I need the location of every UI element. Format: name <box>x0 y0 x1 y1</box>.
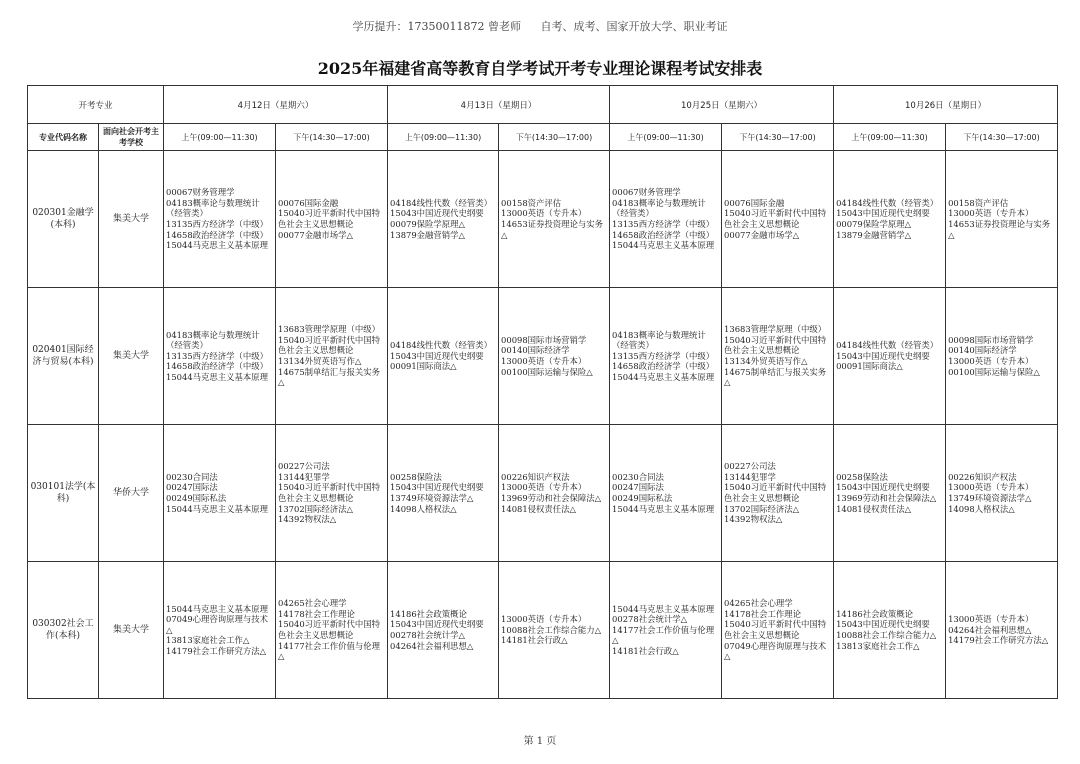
course-entry: 15043中国近现代史纲要 <box>836 482 930 493</box>
course-entry: 14658政治经济学（中级） <box>166 229 269 240</box>
course-entry: 00079保险学原理△ <box>390 219 465 229</box>
exam-slot-cell <box>164 288 276 425</box>
exam-slot-cell <box>834 151 946 288</box>
school-cell: 集美大学 <box>99 151 164 288</box>
page-title: 2025年福建省高等教育自学考试开考专业理论课程考试安排表 <box>317 59 763 78</box>
school-header: 面向社会开考主考学校 <box>99 124 164 151</box>
course-entry: 13879金融营销学△ <box>836 229 912 240</box>
major-cell: 020401国际经济与贸易(本科) <box>28 288 99 425</box>
course-entry: 00077金融市场学△ <box>724 229 800 240</box>
exam-slot-cell <box>164 425 276 562</box>
am-header: 上午(09:00—11:30) <box>164 124 276 151</box>
course-entry: 13135西方经济学（中级） <box>612 350 715 361</box>
exam-slot-cell <box>388 151 499 288</box>
exam-slot-cell <box>276 288 388 425</box>
course-entry: 04183概率论与数理统计（经管类） <box>612 329 706 351</box>
course-entry: 04184线性代数（经管类） <box>390 197 493 208</box>
course-entry: 14098人格权法△ <box>390 503 457 514</box>
course-entry: 14658政治经济学（中级） <box>612 361 715 372</box>
course-entry: 15043中国近现代史纲要 <box>390 619 484 630</box>
major-cell: 030101法学(本科) <box>28 425 99 562</box>
course-entry: 13000英语（专升本） <box>501 614 587 625</box>
exam-slot-cell <box>610 288 722 425</box>
course-entry: 14186社会政策概论 <box>836 608 913 619</box>
course-entry: 15043中国近现代史纲要 <box>390 350 484 361</box>
course-entry: 15043中国近现代史纲要 <box>836 619 930 630</box>
date-header-3: 10月25日（星期六） <box>610 86 834 124</box>
course-entry: 00278社会统计学△ <box>612 614 688 625</box>
course-entry: 15040习近平新时代中国特色社会主义思想概论 <box>278 482 381 503</box>
course-entry: 04184线性代数（经管类） <box>836 340 939 351</box>
course-entry: 04264社会福利思想△ <box>948 624 1032 635</box>
course-entry: 15043中国近现代史纲要 <box>390 208 484 219</box>
course-entry: 13702国际经济法△ <box>278 503 353 514</box>
exam-slot-cell <box>834 562 946 699</box>
date-header-1: 4月12日（星期六） <box>164 86 388 124</box>
course-entry: 15044马克思主义基本原理 <box>166 603 269 614</box>
exam-slot-cell <box>164 562 276 699</box>
course-entry: 04184线性代数（经管类） <box>390 340 493 351</box>
pm-header: 下午(14:30—17:00) <box>499 124 610 151</box>
course-entry: 14186社会政策概论 <box>390 608 467 619</box>
exam-slot-cell <box>946 425 1058 562</box>
course-entry: 15043中国近现代史纲要 <box>836 350 930 361</box>
exam-slot-cell <box>276 151 388 288</box>
course-entry: 00158资产评估 <box>948 197 1009 208</box>
exam-slot-cell <box>946 562 1058 699</box>
course-entry: 13134外贸英语写作△ <box>278 356 362 366</box>
pm-header: 下午(14:30—17:00) <box>946 124 1058 151</box>
course-entry: 10088社会工作综合能力△ <box>501 624 602 635</box>
course-entry: 15040习近平新时代中国特色社会主义思想概论 <box>724 619 827 640</box>
course-entry: 15040习近平新时代中国特色社会主义思想概论 <box>724 208 827 229</box>
exam-slot-cell <box>276 562 388 699</box>
course-entry: 00258保险法 <box>390 471 442 482</box>
course-entry: 10088社会工作综合能力△ <box>836 630 937 640</box>
course-entry: 13813家庭社会工作△ <box>836 640 920 651</box>
course-entry: 00158资产评估 <box>501 197 562 208</box>
major-cell: 030302社会工作(本科) <box>28 562 99 699</box>
course-entry: 00100国际运输与保险△ <box>501 366 593 377</box>
course-entry: 04265社会心理学 <box>278 598 347 609</box>
header-note <box>0 18 1080 34</box>
exam-slot-cell <box>499 288 610 425</box>
table-row <box>28 425 1058 562</box>
course-entry: 13683管理学原理（中级） <box>724 324 827 335</box>
course-entry: 00258保险法 <box>836 471 888 482</box>
course-entry: 14653证券投资理论与实务△ <box>501 219 604 240</box>
table-row <box>28 288 1058 425</box>
course-entry: 14392物权法△ <box>724 514 783 525</box>
school-cell: 华侨大学 <box>99 425 164 562</box>
course-entry: 15043中国近现代史纲要 <box>836 208 930 219</box>
exam-slot-cell <box>388 288 499 425</box>
course-entry: 14653证券投资理论与实务△ <box>948 219 1051 240</box>
table-row <box>28 562 1058 699</box>
course-entry: 04264社会福利思想△ <box>390 640 474 651</box>
course-entry: 13135西方经济学（中级） <box>166 350 269 361</box>
course-entry: 13000英语（专升本） <box>948 614 1034 625</box>
course-entry: 00226知识产权法 <box>948 471 1017 482</box>
course-entry: 15044马克思主义基本原理 <box>166 371 269 382</box>
course-entry: 14658政治经济学（中级） <box>612 229 715 240</box>
header-contact: 学历提升：17350011872 曾老师 <box>352 20 521 33</box>
course-entry: 04183概率论与数理统计（经管类） <box>166 197 260 219</box>
course-entry: 04183概率论与数理统计（经管类） <box>612 197 706 219</box>
school-cell: 集美大学 <box>99 288 164 425</box>
course-entry: 00091国际商法△ <box>390 361 457 372</box>
course-entry: 00247国际法 <box>166 482 218 493</box>
course-entry: 13702国际经济法△ <box>724 503 800 514</box>
course-entry: 13683管理学原理（中级） <box>278 324 381 335</box>
exam-slot-cell <box>499 151 610 288</box>
header-services: 自考、成考、国家开放大学、职业考证 <box>540 20 728 33</box>
course-entry: 13135西方经济学（中级） <box>612 219 715 229</box>
course-entry: 15040习近平新时代中国特色社会主义思想概论 <box>278 334 381 356</box>
course-entry: 00249国际私法 <box>166 493 227 503</box>
course-entry: 14181社会行政△ <box>612 645 679 656</box>
course-entry: 13749环境资源法学△ <box>390 493 474 503</box>
course-entry: 14177社会工作价值与伦理△ <box>612 624 715 646</box>
course-entry: 00079保险学原理△ <box>836 219 912 229</box>
course-entry: 15044马克思主义基本原理 <box>612 603 715 614</box>
course-entry: 13000英语（专升本） <box>948 356 1034 366</box>
course-entry: 00278社会统计学△ <box>390 630 465 640</box>
major-group-header: 开考专业 <box>28 86 164 124</box>
course-entry: 14177社会工作价值与伦理△ <box>278 640 381 662</box>
header-row-dates <box>28 86 1058 124</box>
course-entry: 13000英语（专升本） <box>948 482 1034 493</box>
page-number: 第 1 页 <box>523 736 557 747</box>
course-entry: 15040习近平新时代中国特色社会主义思想概论 <box>724 334 827 356</box>
course-entry: 15044马克思主义基本原理 <box>612 503 715 514</box>
course-entry: 14081侵权责任法△ <box>836 503 912 514</box>
major-code-header: 专业代码名称 <box>28 124 99 151</box>
am-header: 上午(09:00—11:30) <box>834 124 946 151</box>
course-entry: 00227公司法 <box>278 461 330 472</box>
course-entry: 00098国际市场营销学 <box>501 334 587 345</box>
course-entry: 15044马克思主义基本原理 <box>166 240 269 251</box>
exam-slot-cell <box>722 288 834 425</box>
course-entry: 00100国际运输与保险△ <box>948 366 1040 377</box>
course-entry: 14181社会行政△ <box>501 635 568 646</box>
course-entry: 15044马克思主义基本原理 <box>166 503 269 514</box>
course-entry: 00076国际金融 <box>724 197 785 208</box>
pm-header: 下午(14:30—17:00) <box>276 124 388 151</box>
exam-slot-cell <box>499 562 610 699</box>
major-cell: 020301金融学(本科) <box>28 151 99 288</box>
exam-slot-cell <box>946 288 1058 425</box>
date-header-4: 10月26日（星期日） <box>834 86 1058 124</box>
exam-slot-cell <box>834 288 946 425</box>
course-entry: 14675制单结汇与报关实务△ <box>278 366 381 388</box>
course-entry: 04183概率论与数理统计（经管类） <box>166 329 260 351</box>
course-entry: 13144犯罪学 <box>724 471 776 482</box>
course-entry: 15040习近平新时代中国特色社会主义思想概论 <box>724 482 827 503</box>
exam-slot-cell <box>499 425 610 562</box>
course-entry: 00230合同法 <box>612 471 664 482</box>
course-entry: 07049心理咨询原理与技术△ <box>724 640 827 662</box>
course-entry: 00140国际经济学 <box>501 345 570 356</box>
course-entry: 13000英语（专升本） <box>501 356 587 366</box>
course-entry: 00226知识产权法 <box>501 471 570 482</box>
exam-slot-cell <box>946 151 1058 288</box>
exam-slot-cell <box>388 425 499 562</box>
course-entry: 13000英语（专升本） <box>948 208 1034 219</box>
course-entry: 15043中国近现代史纲要 <box>390 482 484 493</box>
exam-slot-cell <box>276 425 388 562</box>
course-entry: 14179社会工作研究方法△ <box>948 635 1049 646</box>
course-entry: 00077金融市场学△ <box>278 229 353 240</box>
course-entry: 14675制单结汇与报关实务△ <box>724 366 827 388</box>
course-entry: 13813家庭社会工作△ <box>166 635 250 646</box>
course-entry: 00067财务管理学 <box>612 187 681 198</box>
course-entry: 07049心理咨询原理与技术△ <box>166 614 269 635</box>
course-entry: 14178社会工作理论 <box>724 608 801 619</box>
course-entry: 04265社会心理学 <box>724 598 793 609</box>
exam-slot-cell <box>610 151 722 288</box>
exam-slot-cell <box>834 425 946 562</box>
exam-slot-cell <box>722 562 834 699</box>
table-row <box>28 151 1058 288</box>
course-entry: 00140国际经济学 <box>948 345 1017 356</box>
course-entry: 13969劳动和社会保障法△ <box>501 493 602 503</box>
exam-slot-cell <box>388 562 499 699</box>
course-entry: 04184线性代数（经管类） <box>836 197 939 208</box>
date-header-2: 4月13日（星期日） <box>388 86 610 124</box>
course-entry: 14392物权法△ <box>278 514 337 525</box>
course-entry: 15040习近平新时代中国特色社会主义思想概论 <box>278 208 381 229</box>
exam-slot-cell <box>164 151 276 288</box>
course-entry: 13134外贸英语写作△ <box>724 356 808 366</box>
pm-header: 下午(14:30—17:00) <box>722 124 834 151</box>
schedule-body <box>28 151 1058 699</box>
course-entry: 00230合同法 <box>166 471 218 482</box>
course-entry: 13000英语（专升本） <box>501 482 587 493</box>
course-entry: 13969劳动和社会保障法△ <box>836 493 937 503</box>
course-entry: 13000英语（专升本） <box>501 208 587 219</box>
course-entry: 14658政治经济学（中级） <box>166 361 269 372</box>
course-entry: 00098国际市场营销学 <box>948 334 1034 345</box>
course-entry: 00067财务管理学 <box>166 187 235 198</box>
header-row-sessions <box>28 124 1058 151</box>
exam-slot-cell <box>610 562 722 699</box>
course-entry: 14178社会工作理论 <box>278 608 355 619</box>
am-header: 上午(09:00—11:30) <box>388 124 499 151</box>
school-cell: 集美大学 <box>99 562 164 699</box>
course-entry: 13749环境资源法学△ <box>948 493 1032 503</box>
course-entry: 00247国际法 <box>612 482 664 493</box>
course-entry: 00076国际金融 <box>278 197 339 208</box>
course-entry: 14098人格权法△ <box>948 503 1015 514</box>
course-entry: 00091国际商法△ <box>836 361 903 372</box>
exam-schedule-table <box>27 85 1058 699</box>
course-entry: 13135西方经济学（中级） <box>166 219 269 229</box>
course-entry: 00227公司法 <box>724 461 776 472</box>
course-entry: 13144犯罪学 <box>278 471 330 482</box>
course-entry: 15040习近平新时代中国特色社会主义思想概论 <box>278 619 381 640</box>
course-entry: 00249国际私法 <box>612 493 673 503</box>
course-entry: 15044马克思主义基本原理 <box>612 240 715 251</box>
course-entry: 14081侵权责任法△ <box>501 503 576 514</box>
course-entry: 15044马克思主义基本原理 <box>612 371 715 382</box>
exam-slot-cell <box>610 425 722 562</box>
exam-slot-cell <box>722 151 834 288</box>
course-entry: 14179社会工作研究方法△ <box>166 645 267 656</box>
exam-slot-cell <box>722 425 834 562</box>
course-entry: 13879金融营销学△ <box>390 229 465 240</box>
am-header: 上午(09:00—11:30) <box>610 124 722 151</box>
